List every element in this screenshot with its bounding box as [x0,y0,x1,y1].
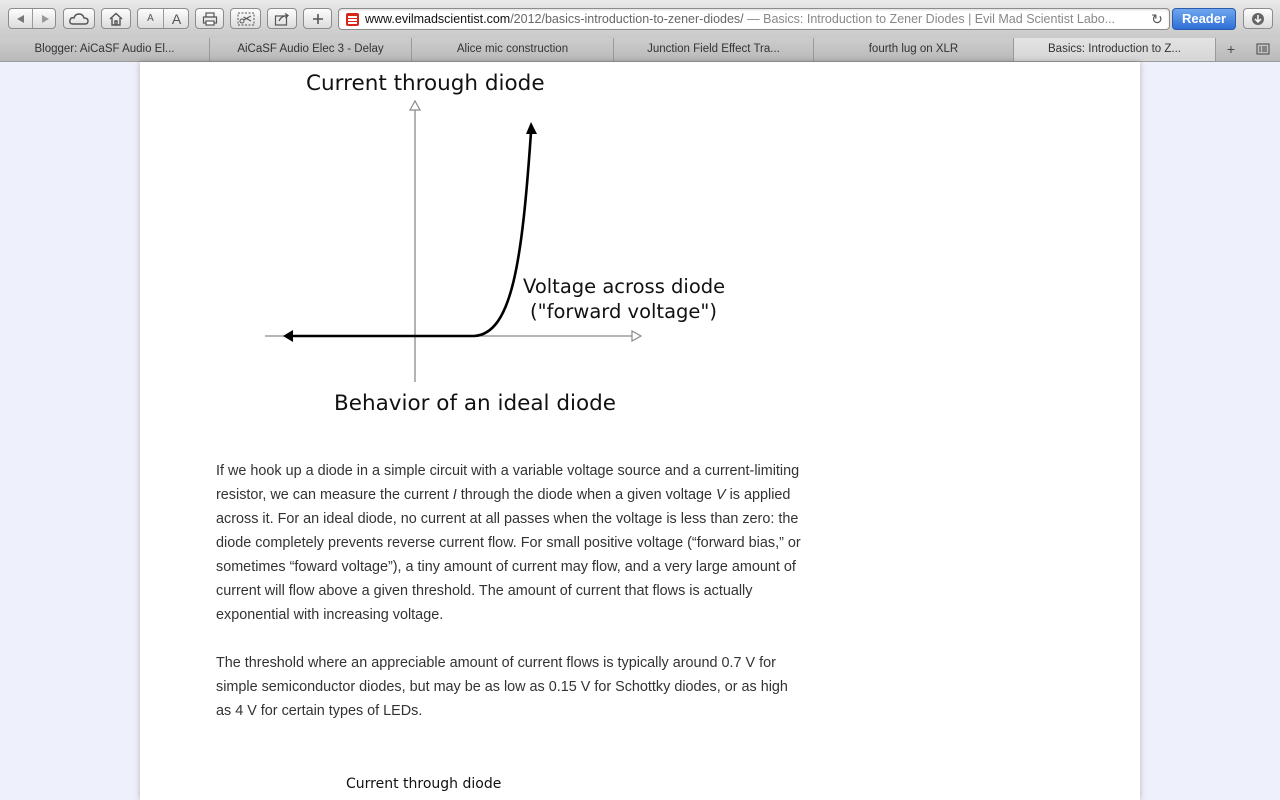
tab-alice-mic[interactable]: Alice mic construction [412,38,614,61]
tab-delay[interactable]: AiCaSF Audio Elec 3 - Delay [210,38,412,61]
print-button[interactable] [195,8,224,29]
curve-left-arrow-icon [283,330,293,342]
reload-icon[interactable]: ↻ [1151,11,1163,27]
figure-y-axis-label: Current through diode [306,71,545,96]
share-icon [274,12,290,26]
article-paragraph-1 [216,459,804,627]
home-button[interactable] [101,8,131,29]
downloads-button[interactable] [1243,8,1273,29]
figure-x-axis-label-1: Voltage across diode [523,275,726,298]
paragraph-1-text-a: If we hook up a diode in a simple circuit with a variable voltage source and a current-limiting resistor, we can measure the current [216,463,800,503]
new-tab-plus-icon[interactable]: + [1226,41,1236,57]
url-path: /2012/basics-introduction-to-zener-diodes/ [510,12,744,26]
current-variable: I [452,487,457,503]
tab-bar [0,38,1280,62]
paragraph-2-text: The threshold where an appreciable amount of current flows is typically around 0.7 V for simple semiconductor diodes, but may be as low as 0.15 V for Schottky diodes, or as high as 4 V for certain types of LEDs. [216,655,788,719]
back-arrow-icon [16,14,26,24]
tab-xlr[interactable]: fourth lug on XLR [814,38,1014,61]
url-host: www.evilmadscientist.com [365,12,511,26]
forward-button[interactable] [33,9,56,28]
back-forward-buttons [8,8,56,29]
plus-icon [312,13,324,25]
x-axis-arrow-icon [632,331,641,341]
tab-zener-active[interactable]: Basics: Introduction to Z... [1014,38,1216,61]
cloud-icon [68,12,90,26]
decrease-font-button[interactable]: A [138,9,164,28]
diode-curve-figure [140,62,1140,402]
printer-icon [202,12,218,26]
home-icon [108,12,124,26]
address-bar[interactable] [338,8,1170,30]
tab-jfet[interactable]: Junction Field Effect Tra... [614,38,814,61]
figure-caption: Behavior of an ideal diode [334,391,616,416]
browser-toolbar [0,0,1280,39]
tab-list-icon [1256,43,1270,55]
reader-button[interactable]: Reader [1172,8,1236,30]
site-favicon-icon [346,13,359,26]
tab-blogger[interactable]: Blogger: AiCaSF Audio El... [0,38,210,61]
back-button[interactable] [9,9,33,28]
paragraph-1-text-b: through the diode when a given voltage [456,487,716,503]
curve-up-arrow-icon [526,122,537,134]
web-clip-button[interactable] [230,8,261,29]
font-size-buttons [137,8,189,29]
article-page [140,62,1140,800]
tab-overview-icon[interactable] [1248,38,1278,61]
increase-font-button[interactable]: A [171,10,182,27]
forward-arrow-icon [40,14,50,24]
y-axis-arrow-icon [410,101,420,110]
url-page-title: — Basics: Introduction to Zener Diodes | Evil Mad Scientist Labo... [743,12,1116,26]
figure-x-axis-label-2: ("forward voltage") [530,300,717,323]
download-icon [1251,12,1265,26]
next-figure-y-axis-label: Current through diode [346,776,502,792]
paragraph-1-text-c: is applied across it. For an ideal diode, no current at all passes when the voltage is less than zero: the diode completely prevents reverse current flow. For small positive voltage (“forward bias,” or sometimes “foward voltage”), a tiny amount of current may flow, and a very large amount of current will flow above a given threshold. The amount of current that flows is actually exponential with increasing voltage. [216,487,801,623]
scissors-icon [237,12,255,26]
add-bookmark-button[interactable] [303,8,332,29]
diode-curve [290,132,531,336]
url-text[interactable] [365,12,1140,26]
share-button[interactable] [267,8,297,29]
icloud-tabs-button[interactable] [63,8,95,29]
article-paragraph-2 [216,651,804,723]
voltage-variable: V [715,487,726,503]
